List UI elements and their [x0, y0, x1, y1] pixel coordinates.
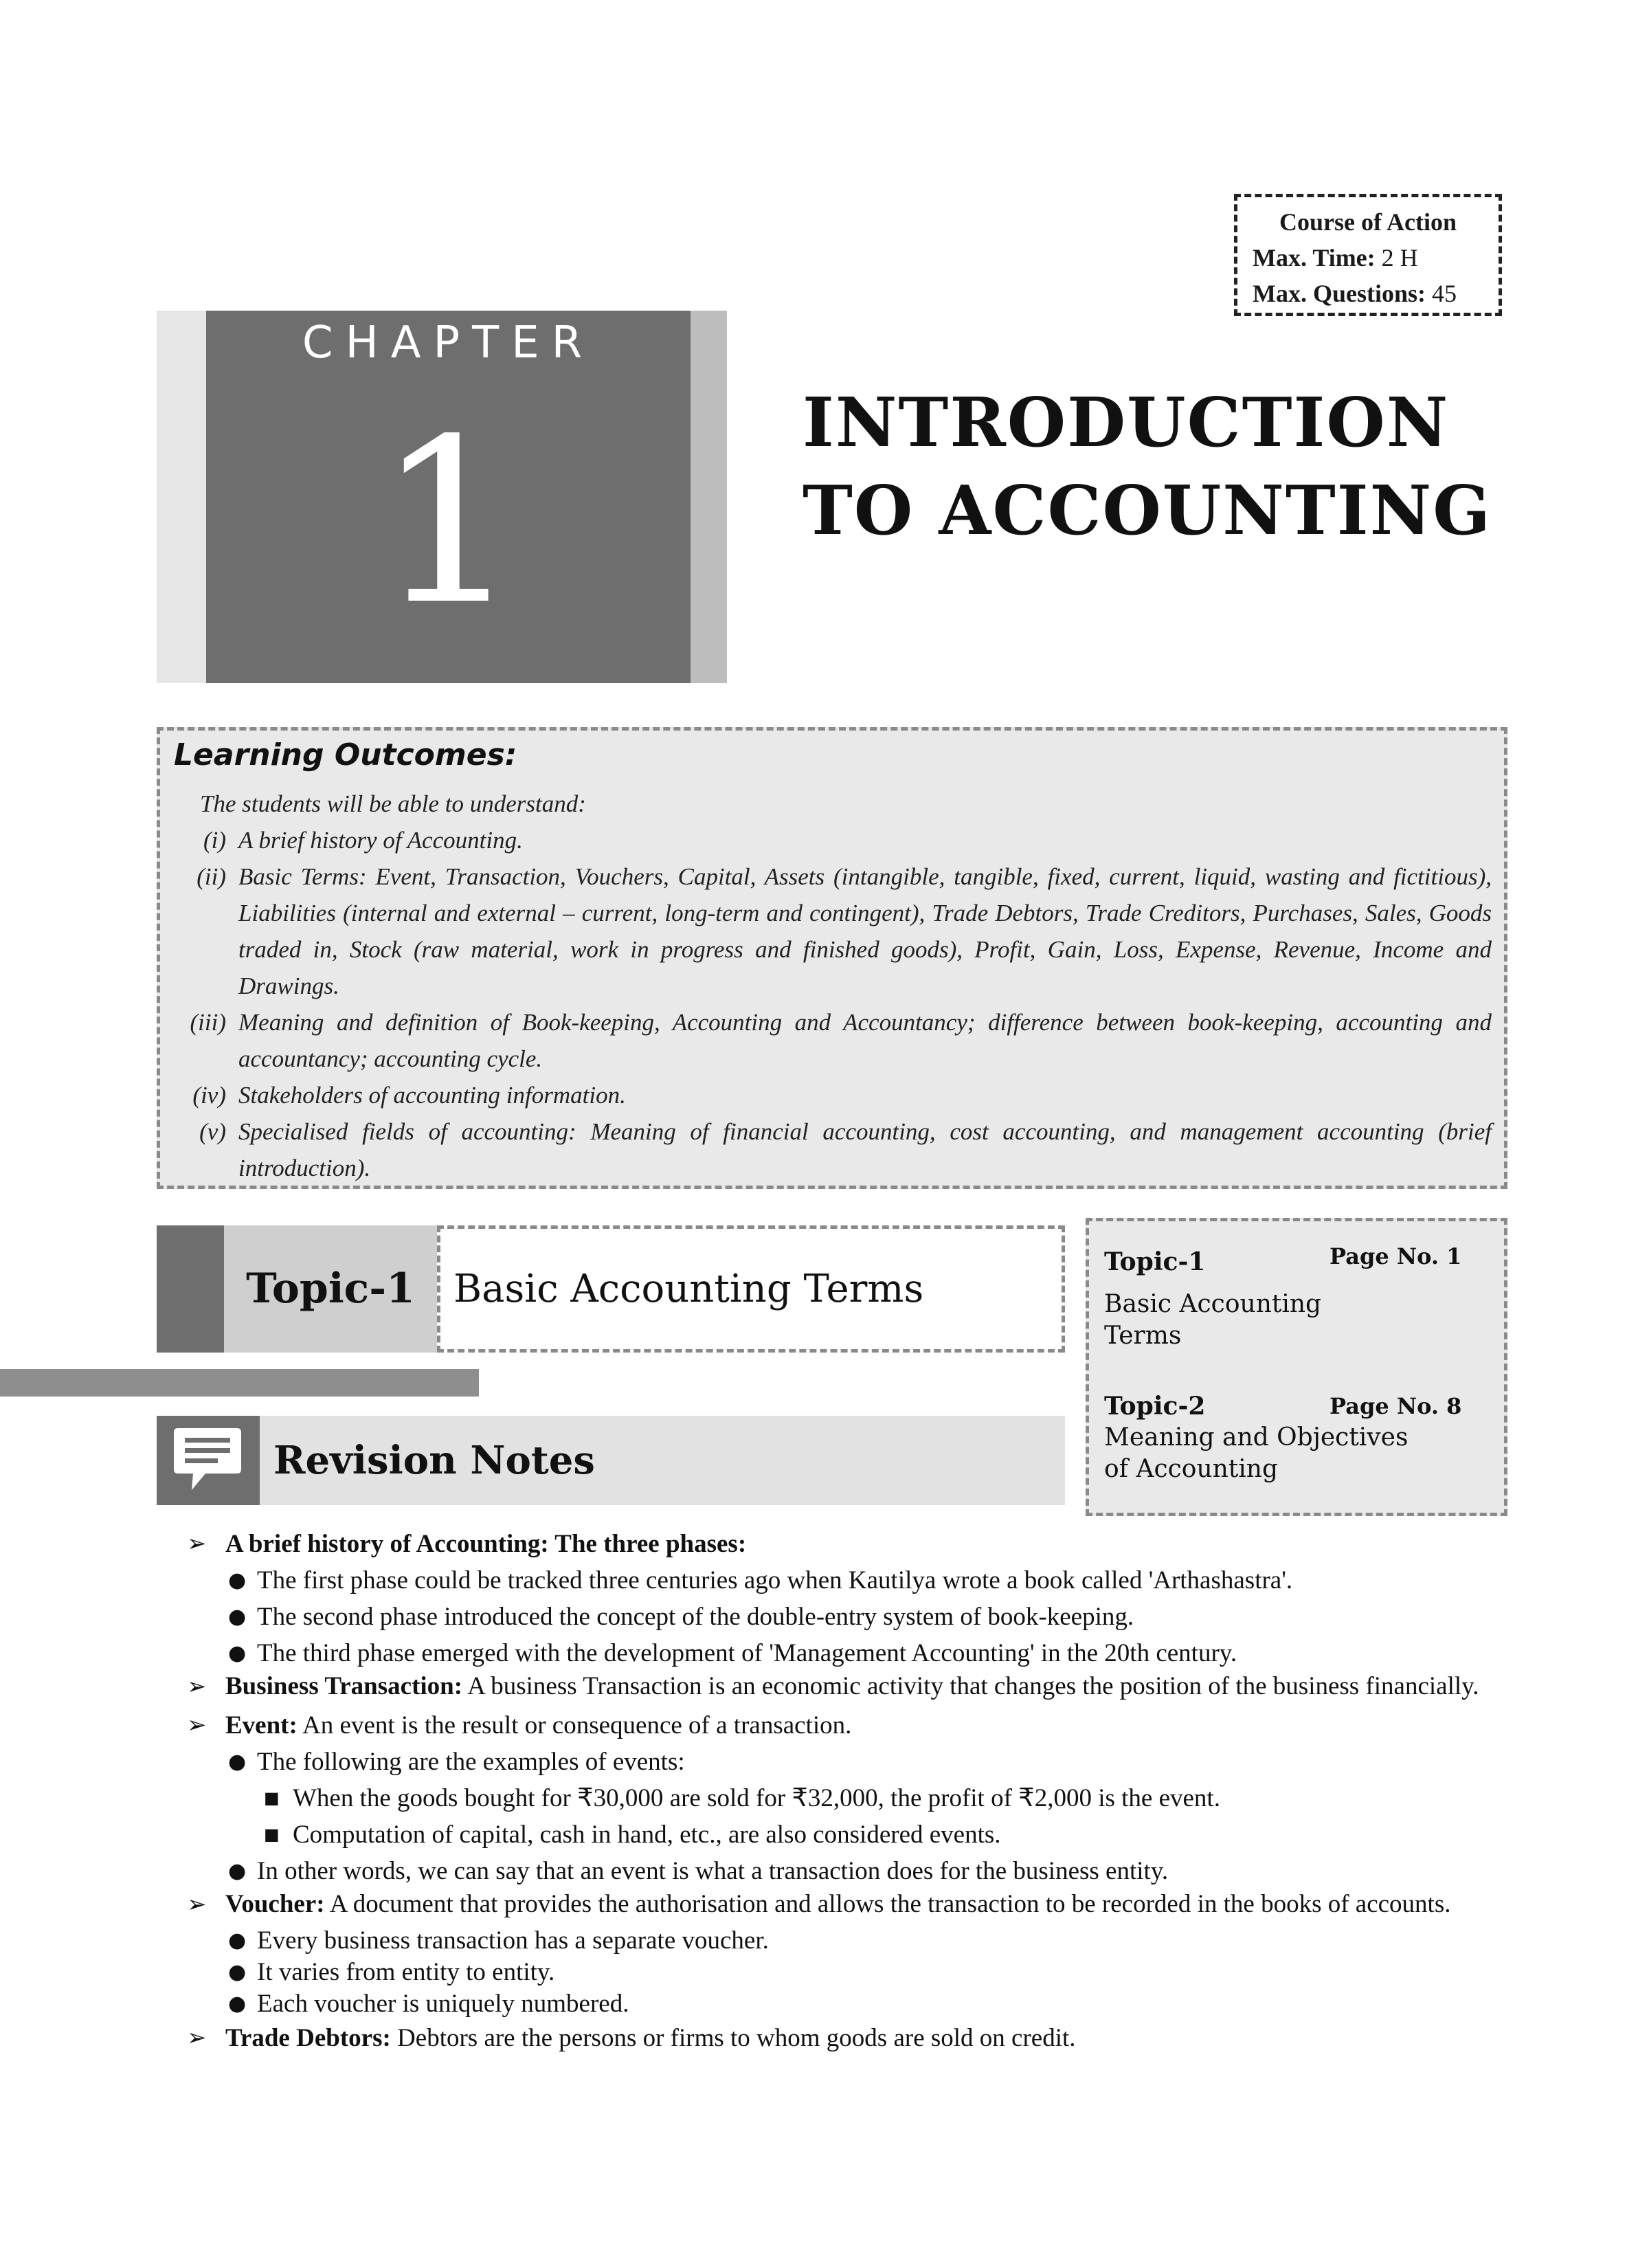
round-bullet-icon: ●: [228, 1750, 247, 1774]
revision-notes-content: [157, 1526, 1512, 2056]
topic-banner-title: Basic Accounting Terms: [453, 1267, 924, 1311]
note-subitem-text: The first phase could be tracked three centuries ago when Kautilya wrote a book called 'Arthashastra'.: [257, 1566, 1293, 1594]
note-text: An event is the result or consequence of a transaction.: [302, 1711, 852, 1739]
topic-index-title-line: of Accounting: [1104, 1455, 1279, 1483]
note-item: [157, 1707, 1512, 1744]
course-of-action-heading: [1253, 204, 1483, 240]
course-of-action-box: [1234, 194, 1502, 316]
topic-index-title: [1104, 1289, 1321, 1352]
learning-outcome-text: Meaning and definition of Book-keeping, Accounting and Accountancy; difference between book-keeping, accounting and accountancy; accounting cycle.: [238, 1009, 1492, 1072]
speech-bubble-icon: [167, 1427, 248, 1496]
note-heading: A brief history of Accounting: The three phases:: [225, 1530, 747, 1558]
note-subitem-text: The second phase introduced the concept of the double-entry system of book-keeping.: [257, 1603, 1134, 1631]
note-subitem: [157, 1957, 1512, 1988]
max-questions-label: Max. Questions:: [1253, 280, 1426, 307]
square-bullet-icon: ■: [264, 1788, 280, 1808]
learning-outcome-item: [170, 822, 1492, 858]
learning-outcome-text: Basic Terms: Event, Transaction, Vouchers, Capital, Assets (intangible, tangible, fixed, current, liquid, wasting and fictitious), Liabilities (internal and external – current, long-term and contingent), Trade Debtors, Trade Creditors, Purchases, Sales, Goods traded in, Stock (raw material, work in progress and finished goods), Profit, Gain, Loss, Expense, Revenue, Income and Drawings.: [238, 863, 1492, 999]
learning-outcome-item: [170, 1004, 1492, 1077]
topic-index-title-line: Basic Accounting: [1104, 1290, 1322, 1318]
round-bullet-icon: ●: [228, 1992, 247, 2016]
max-time-label: Max. Time:: [1253, 244, 1376, 271]
note-subitem: [157, 1988, 1512, 2020]
learning-outcomes-intro: The students will be able to understand:: [200, 790, 586, 817]
chapter-word: CHAPTER: [302, 318, 595, 368]
note-subitem-text: Each voucher is uniquely numbered.: [257, 1990, 629, 2018]
chapter-number: 1: [376, 390, 521, 654]
arrow-bullet-icon: ➢: [187, 1673, 207, 1700]
learning-outcome-number: (ii): [197, 863, 226, 890]
max-time-value: 2 H: [1381, 244, 1418, 271]
note-text: Debtors are the persons or firms to whom goods are sold on credit.: [397, 2024, 1076, 2052]
note-subitem-text: The following are the examples of events:: [257, 1748, 685, 1776]
round-bullet-icon: ●: [228, 1960, 247, 1984]
topic-index-title: [1104, 1422, 1408, 1485]
learning-outcome-number: (iv): [192, 1082, 226, 1109]
round-bullet-icon: ●: [228, 1568, 247, 1592]
course-of-action-heading-text: Course of Action: [1279, 208, 1457, 236]
chapter-title-line-2: TO ACCOUNTING: [803, 471, 1492, 551]
learning-outcome-number: (i): [203, 827, 226, 854]
topic-index-box: [1086, 1218, 1507, 1516]
note-item: [157, 1526, 1512, 1562]
note-subitem-text: It varies from entity to entity.: [257, 1958, 555, 1986]
topic-index-topic: Topic-1: [1104, 1247, 1206, 1276]
chapter-title-line-1: INTRODUCTION: [803, 383, 1450, 463]
note-subitem: [157, 1925, 1512, 1957]
note-example: [157, 1780, 1512, 1816]
learning-outcome-number: (iii): [190, 1009, 226, 1036]
note-text: A business Transaction is an economic activity that changes the position of the business financially.: [467, 1672, 1479, 1700]
learning-outcome-text: Specialised fields of accounting: Meaning of financial accounting, cost accounting, and management accounting (brief introduction).: [238, 1118, 1492, 1181]
topic-banner-label: Topic-1: [246, 1265, 415, 1313]
learning-outcome-text: Stakeholders of accounting information.: [238, 1082, 626, 1109]
note-example-text: Computation of capital, cash in hand, etc., are also considered events.: [293, 1821, 1001, 1849]
note-term: Event:: [225, 1711, 298, 1739]
topic-index-title-line: Terms: [1104, 1322, 1182, 1350]
note-subitem: [157, 1635, 1512, 1671]
topic-index-page: Page No. 1: [1330, 1243, 1462, 1269]
note-term: Business Transaction:: [225, 1672, 463, 1700]
note-example: [157, 1816, 1512, 1853]
arrow-bullet-icon: ➢: [187, 2024, 207, 2052]
max-time-row: [1253, 240, 1483, 276]
round-bullet-icon: ●: [228, 1641, 247, 1665]
note-subitem-text: In other words, we can say that an event is what a transaction does for the business entity.: [257, 1857, 1169, 1885]
note-term: Trade Debtors:: [225, 2024, 391, 2052]
learning-outcome-text: A brief history of Accounting.: [238, 827, 523, 854]
section-divider-bar: [0, 1369, 479, 1397]
note-subitem: [157, 1599, 1512, 1635]
max-questions-row: [1253, 276, 1483, 311]
round-bullet-icon: ●: [228, 1928, 247, 1953]
topic-banner-accent: [157, 1225, 224, 1353]
learning-outcome-item: [170, 1113, 1492, 1186]
note-subitem-text: Every business transaction has a separate voucher.: [257, 1926, 769, 1955]
learning-outcomes-box: [157, 727, 1507, 1189]
learning-outcome-number: (v): [199, 1118, 226, 1145]
round-bullet-icon: ●: [228, 1859, 247, 1883]
learning-outcome-item: [170, 858, 1492, 1004]
note-subitem-text: The third phase emerged with the development of 'Management Accounting' in the 20th century.: [257, 1639, 1237, 1667]
chapter-title: [803, 379, 1492, 555]
note-subitem: [157, 1744, 1512, 1780]
note-example-text: When the goods bought for ₹30,000 are sold for ₹32,000, the profit of ₹2,000 is the event.: [293, 1784, 1220, 1812]
arrow-bullet-icon: ➢: [187, 1530, 207, 1557]
note-text: A document that provides the authorisation and allows the transaction to be recorded in the books of accounts.: [329, 1890, 1451, 1918]
arrow-bullet-icon: ➢: [187, 1891, 207, 1918]
note-subitem: [157, 1562, 1512, 1599]
learning-outcome-item: [170, 1077, 1492, 1113]
revision-notes-label: Revision Notes: [273, 1438, 595, 1483]
topic-index-page: Page No. 8: [1330, 1393, 1462, 1419]
round-bullet-icon: ●: [228, 1605, 247, 1629]
max-questions-value: 45: [1432, 280, 1457, 307]
learning-outcomes-list: [170, 786, 1492, 1186]
note-item: [157, 1671, 1512, 1702]
topic-index-title-line: Meaning and Objectives: [1104, 1423, 1409, 1452]
note-item: [157, 2020, 1512, 2056]
note-item: [157, 1889, 1512, 1920]
square-bullet-icon: ■: [264, 1825, 280, 1844]
topic-index-topic: Topic-2: [1104, 1392, 1206, 1421]
learning-outcomes-heading: Learning Outcomes:: [174, 737, 517, 772]
arrow-bullet-icon: ➢: [187, 1711, 207, 1739]
chapter-block-accent: [691, 311, 727, 683]
note-term: Voucher:: [225, 1890, 325, 1918]
note-subitem: [157, 1853, 1512, 1889]
